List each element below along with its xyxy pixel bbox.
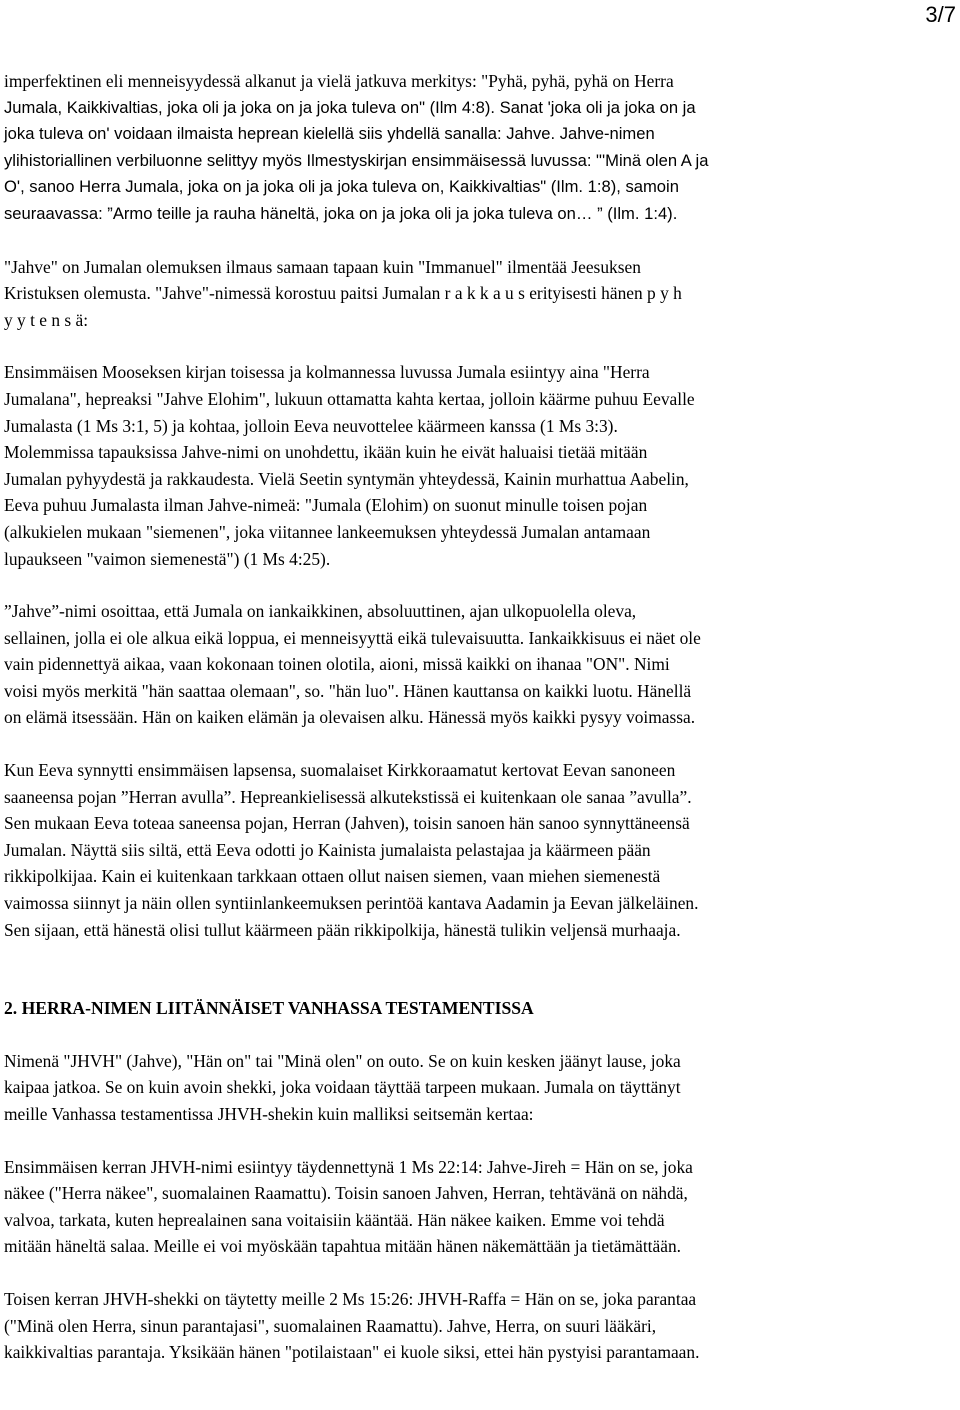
text-line: rikkipolkijaa. Kain ei kuitenkaan tarkkaan ottaen ollut naisen siemen, vaan miehen siemenestä (4, 866, 661, 887)
paragraph-4 (4, 598, 958, 731)
text-line: Toisen kerran JHVH-shekki on täytetty meille 2 Ms 15:26: JHVH-Raffa = Hän on se, joka parantaa (4, 1288, 697, 1309)
text-line: Kristuksen olemusta. "Jahve"-nimessä korostuu paitsi Jumalan r a k k a u s erityisesti hänen p y h (4, 283, 682, 304)
text-line: Nimenä "JHVH" (Jahve), "Hän on" tai "Minä olen" on outo. Se on kuin kesken jäänyt lause, joka (4, 1050, 681, 1071)
text-line: Jumalasta (1 Ms 3:1, 5) ja kohtaa, jolloin Eeva neuvottelee käärmeen kanssa (1 Ms 3:3). (4, 415, 618, 436)
text-line: ("Minä olen Herra, sinun parantajasi", suomalainen Raamattu). Jahve, Herra, on suuri lääkäri, (4, 1315, 657, 1336)
text-line: näkee ("Herra näkee", suomalainen Raamattu). Toisin sanoen Jahven, Herran, tehtävänä on nähdä, (4, 1183, 688, 1204)
text-line: vain pidennettyä aikaa, vaan kokonaan toinen olotila, aioni, missä kaikki on ihanaa "ON". Nimi (4, 654, 670, 675)
text-line: mitään häneltä salaa. Meille ei voi myöskään tapahtua mitään hänen näkemättään ja tietämättään. (4, 1236, 681, 1257)
text-line: ylihistoriallinen verbiluonne selittyy myös Ilmestyskirjan ensimmäisessä luvussa: "'Minä olen A ja (4, 150, 709, 170)
text-line: kaipaa jatkoa. Se on kuin avoin shekki, joka voidaan täyttää tarpeen mukaan. Jumala on täyttänyt (4, 1077, 681, 1098)
text-line: Jumala, Kaikkivaltias, joka oli ja joka on ja joka tuleva on" (Ilm 4:8). Sanat 'joka oli ja joka on ja (4, 97, 696, 117)
section-heading: 2. HERRA-NIMEN LIITÄNNÄISET VANHASSA TESTAMENTISSA (4, 998, 534, 1019)
text-line: y y t e n s ä: (4, 309, 89, 330)
text-line: vaimossa siinnyt ja näin ollen syntiinlankeemuksen perintöä kantava Aadamin ja Eevan jälkeläinen. (4, 893, 699, 914)
paragraph-6 (4, 1048, 958, 1128)
text-line: valvoa, tarkata, kuten heprealainen sana voitaisiin kääntää. Hän näkee kaiken. Emme voi tehdä (4, 1209, 665, 1230)
text-line: meille Vanhassa testamentissa JHVH-shekin kuin malliksi seitsemän kertaa: (4, 1104, 534, 1124)
page-number: 3/7 (925, 2, 956, 27)
text-line: Ensimmäisen Mooseksen kirjan toisessa ja kolmannessa luvussa Jumala esiintyy aina "Herra (4, 362, 650, 383)
paragraph-5 (4, 757, 958, 943)
text-line: Molemmissa tapauksissa Jahve-nimi on unohdettu, ikään kuin he eivät haluaisi tietää mitään (4, 442, 648, 463)
document-body (4, 68, 958, 1366)
text-line: joka tuleva on' voidaan ilmaista heprean kielellä siis yhdellä sanalla: Jahve. Jahve-nimen (4, 124, 655, 144)
text-line: "Jahve" on Jumalan olemuksen ilmaus samaan tapaan kuin "Immanuel" ilmentää Jeesuksen (4, 256, 641, 277)
text-line: Sen mukaan Eeva toteaa saneensa pojan, Herran (Jahven), toisin sanoen hän sanoo synnyttäneensä (4, 813, 690, 834)
text-line: O', sanoo Herra Jumala, joka on ja joka oli ja joka tuleva on, Kaikkivaltias" (Ilm. 1:8), samoin (4, 177, 679, 197)
text-line: Jumalana", hepreaksi "Jahve Elohim", lukuun ottamatta kahta kertaa, jolloin käärme puhuu Eevalle (4, 388, 695, 409)
text-line: Sen sijaan, että hänestä olisi tullut käärmeen pään rikkipolkija, hänestä tulikin veljensä murhaaja. (4, 919, 681, 940)
text-line: seuraavassa: ”Armo teille ja rauha häneltä, joka on ja joka oli ja joka tuleva on… ” (Ilm. 1:4). (4, 203, 678, 223)
paragraph-2 (4, 254, 958, 334)
text-line: saaneensa pojan ”Herran avulla”. Hepreankielisessä alkutekstissä ei kuitenkaan ole sanaa ”avulla”. (4, 786, 692, 807)
paragraph-1 (4, 68, 958, 228)
text-line: ”Jahve”-nimi osoittaa, että Jumala on iankaikkinen, absoluuttinen, ajan ulkopuolella oleva, (4, 601, 637, 622)
text-line: kaikkivaltias parantaja. Yksikään hänen "potilaistaan" ei kuole siksi, ettei hän pystyisi parantamaan. (4, 1342, 700, 1363)
paragraph-8 (4, 1286, 958, 1366)
text-line: Jumalan pyhyydestä ja rakkaudesta. Vielä Seetin syntymän yhteydessä, Kainin murhattua Aabelin, (4, 468, 689, 489)
text-line: on elämä itsessään. Hän on kaiken elämän ja olevaisen alku. Hänessä myös kaikki pysyy voimassa. (4, 707, 696, 728)
text-line: voisi myös merkitä "hän saattaa olemaan", so. "hän luo". Hänen kauttansa on kaikki luotu. Hänellä (4, 680, 692, 701)
text-line: Eeva puhuu Jumalasta ilman Jahve-nimeä: "Jumala (Elohim) on suonut minulle toisen pojan (4, 495, 648, 516)
text-line: Kun Eeva synnytti ensimmäisen lapsensa, suomalaiset Kirkkoraamatut kertovat Eevan sanoneen (4, 760, 676, 781)
text-line: (alkukielen mukaan "siemenen", joka viitannee lankeemuksen yhteydessä Jumalan antamaan (4, 521, 651, 542)
paragraph-7 (4, 1154, 958, 1260)
text-line: imperfektinen eli menneisyydessä alkanut ja vielä jatkuva merkitys: "Pyhä, pyhä, pyhä on Herra (4, 71, 674, 91)
text-line: Ensimmäisen kerran JHVH-nimi esiintyy täydennettynä 1 Ms 22:14: Jahve-Jireh = Hän on se, joka (4, 1156, 693, 1177)
paragraph-3 (4, 359, 958, 572)
text-line: sellainen, jolla ei ole alkua eikä loppua, ei menneisyyttä eikä tulevaisuutta. Iankaikkisuus ei näet ole (4, 627, 701, 648)
text-line: lupaukseen "vaimon siemenestä") (1 Ms 4:25). (4, 548, 331, 569)
text-line: Jumalan. Näyttä siis siltä, että Eeva odotti jo Kainista jumalaista pelastajaa ja käärmeen pään (4, 839, 651, 860)
